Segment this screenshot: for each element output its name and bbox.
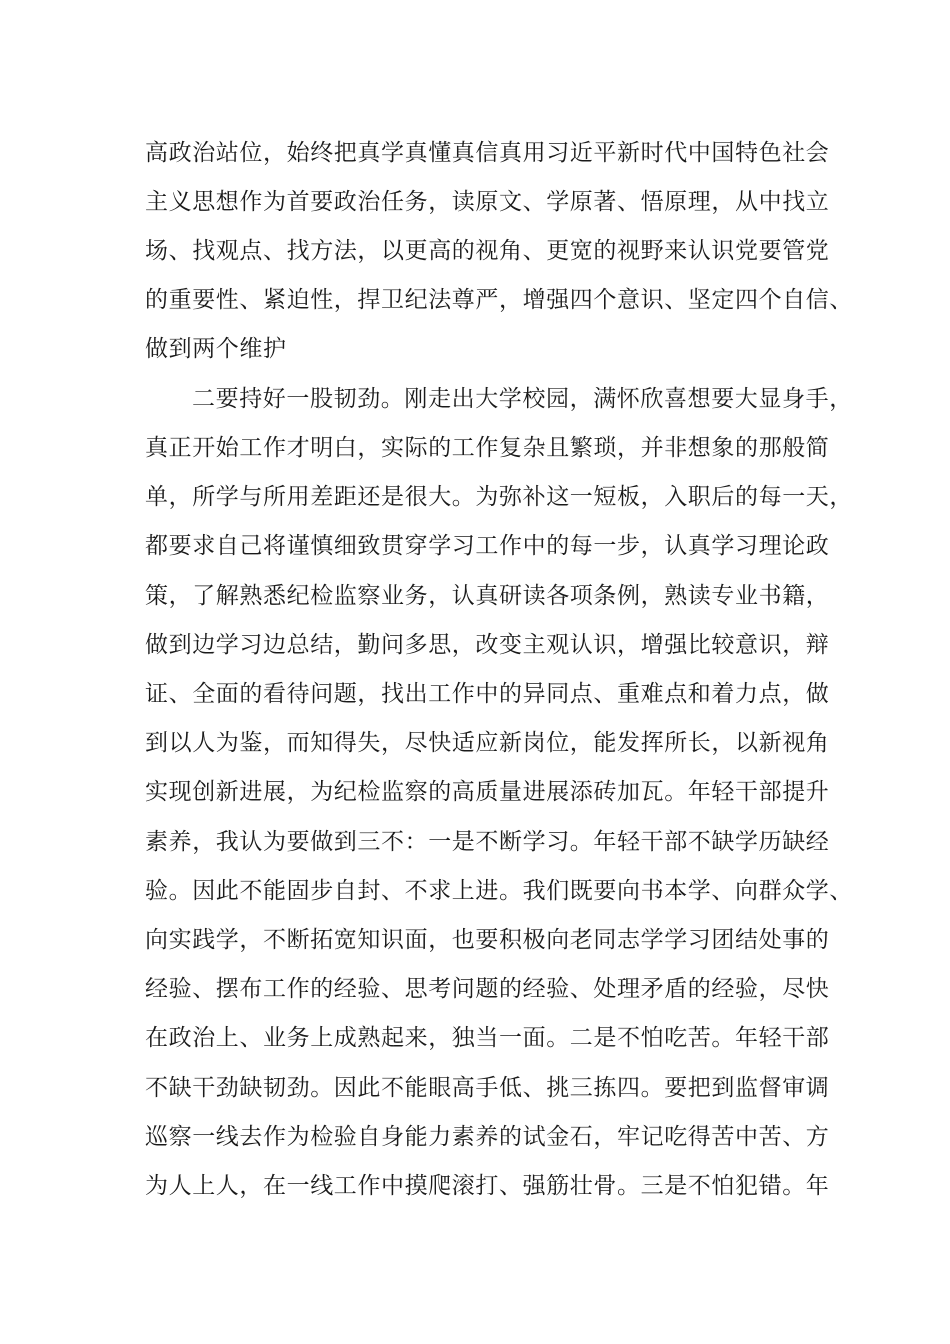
text-line: 主义思想作为首要政治任务，读原文、学原著、悟原理，从中找立	[145, 189, 830, 215]
text-line: 素养，我认为要做到三不：一是不断学习。年轻干部不缺学历缺经	[145, 829, 830, 855]
paragraph-first-line: 二要持好一股韧劲。刚走出大学校园，满怀欣喜想要大显身手，	[192, 386, 853, 412]
text-line: 高政治站位，始终把真学真懂真信真用习近平新时代中国特色社会	[145, 140, 830, 166]
text-line: 为人上人，在一线工作中摸爬滚打、强筋壮骨。三是不怕犯错。年	[145, 1173, 830, 1199]
text-line: 实现创新进展，为纪检监察的高质量进展添砖加瓦。年轻干部提升	[145, 779, 830, 805]
text-line: 单，所学与所用差距还是很大。为弥补这一短板，入职后的每一天，	[145, 484, 853, 510]
text-line: 验。因此不能固步自封、不求上进。我们既要向书本学、向群众学、	[145, 878, 853, 904]
text-line: 在政治上、业务上成熟起来，独当一面。二是不怕吃苦。年轻干部	[145, 1025, 830, 1051]
text-line: 策，了解熟悉纪检监察业务，认真研读各项条例，熟读专业书籍，	[145, 583, 830, 609]
text-line: 做到边学习边总结，勤问多思，改变主观认识，增强比较意识，辩	[145, 632, 830, 658]
text-line: 场、找观点、找方法，以更高的视角、更宽的视野来认识党要管党	[145, 238, 830, 264]
text-line: 做到两个维护	[145, 336, 287, 362]
text-line: 巡察一线去作为检验自身能力素养的试金石，牢记吃得苦中苦、方	[145, 1124, 830, 1150]
text-line: 真正开始工作才明白，实际的工作复杂且繁琐，并非想象的那般简	[145, 435, 830, 461]
text-line: 都要求自己将谨慎细致贯穿学习工作中的每一步，认真学习理论政	[145, 533, 830, 559]
text-line: 的重要性、紧迫性，捍卫纪法尊严，增强四个意识、坚定四个自信、	[145, 287, 853, 313]
text-line: 不缺干劲缺韧劲。因此不能眼高手低、挑三拣四。要把到监督审调	[145, 1075, 830, 1101]
text-line: 到以人为鉴，而知得失，尽快适应新岗位，能发挥所长，以新视角	[145, 730, 830, 756]
text-line: 经验、摆布工作的经验、思考问题的经验、处理矛盾的经验，尽快	[145, 976, 830, 1002]
text-line: 向实践学，不断拓宽知识面，也要积极向老同志学学习团结处事的	[145, 927, 830, 953]
text-line: 证、全面的看待问题，找出工作中的异同点、重难点和着力点，做	[145, 681, 830, 707]
